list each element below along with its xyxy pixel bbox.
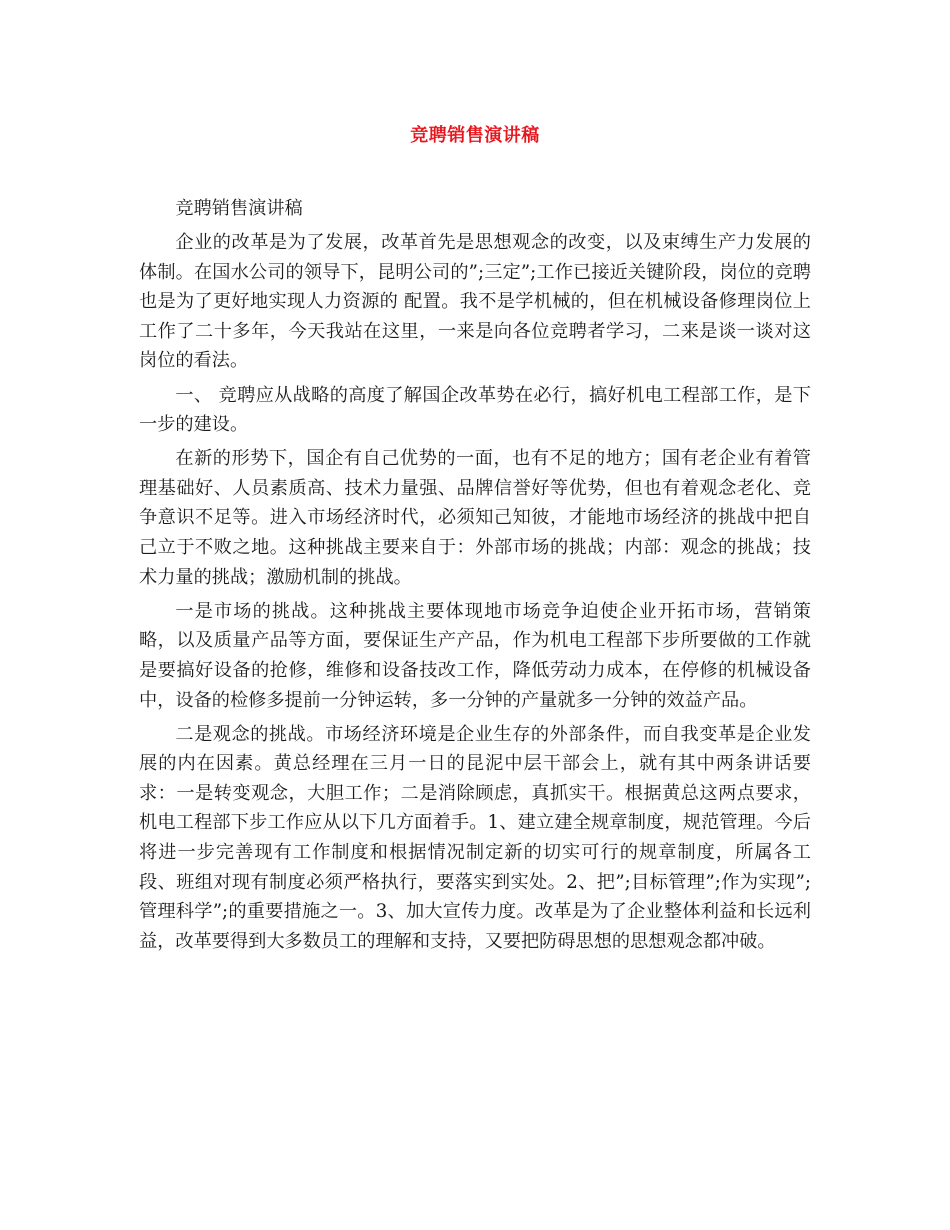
paragraph-heading: 竞聘销售演讲稿	[175, 198, 303, 219]
paragraph-new-situation: 在新的形势下，国企有自己优势的一面，也有不足的地方；国有老企业有着管理基础好、人员素质高、技术力量强、品牌信誉好等优势，但也有着观念老化、竞争意识不足等。进入市场经济时代，必须知己知彼，才能地市场经济的挑战中把自己立于不败之地。这种挑战主要来自于：外部市场的挑战；内部：观念的挑战；技术力量的挑战；激励机制的挑战。	[139, 448, 811, 588]
paragraph-market-challenge: 一是市场的挑战。这种挑战主要体现地市场竞争迫使企业开拓市场，营销策略，以及质量产品等方面，要保证生产产品，作为机电工程部下步所要做的工作就是要搞好设备的抢修，维修和设备技改工作，降低劳动力成本，在停修的机械设备中，设备的检修多提前一分钟运转，多一分钟的产量就多一分钟的效益产品。	[139, 600, 811, 711]
document-title: 竞聘销售演讲稿	[410, 125, 540, 146]
paragraph-concept-challenge: 二是观念的挑战。市场经济环境是企业生存的外部条件，而自我变革是企业发展的内在因素。黄总经理在三月一日的昆泥中层干部会上，就有其中两条讲话要求：一是转变观念，大胆工作；二是消除顾虑，真抓实干。根据黄总这两点要求，机电工程部下步工作应从以下几方面着手。1、建立建全规章制度，规范管理。今后将进一步完善现有工作制度和根据情况制定新的切实可行的规章制度，所属各工段、班组对现有制度必须严格执行，要落实到实处。2、把”;目标管理”;作为实现”;管理科学”;的重要措施之一。3、加大宣传力度。改革是为了企业整体利益和长远利益，改革要得到大多数员工的理解和支持，又要把防碍思想的思想观念都冲破。	[139, 723, 811, 952]
paragraph-section-one: 一、 竞聘应从战略的高度了解国企改革势在必行，搞好机电工程部工作，是下一步的建设。	[139, 384, 811, 436]
document-body	[139, 194, 811, 961]
paragraph-intro: 企业的改革是为了发展，改革首先是思想观念的改变，以及束缚生产力发展的体制。在国水公司的领导下，昆明公司的”;三定”;工作已接近关键阶段，岗位的竞聘也是为了更好地实现人力资源的 配置。我不是学机械的，但在机械设备修理岗位上工作了二十多年，今天我站在这里，一来是向各位竞聘者学习，二来是谈一谈对这岗位的看法。	[139, 232, 811, 372]
